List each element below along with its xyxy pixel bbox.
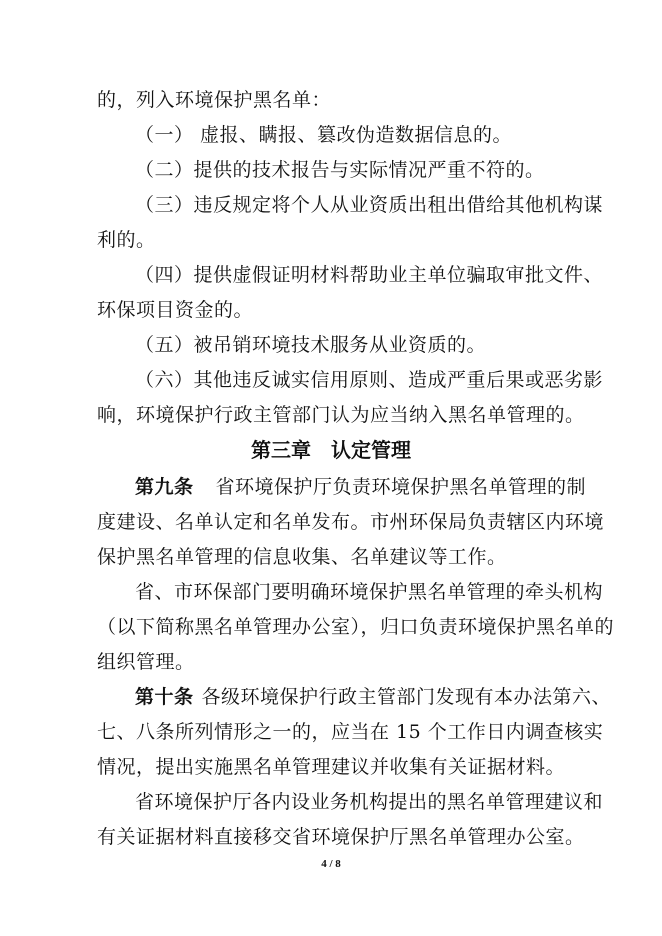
paragraph-2-line-3: 组织管理。 xyxy=(97,651,195,673)
list-item-4-line-1: （四）提供虚假证明材料帮助业主单位骗取审批文件、 xyxy=(135,264,604,286)
paragraph-4-line-2: 有关证据材料直接移交省环境保护厅黑名单管理办公室。 xyxy=(97,826,585,848)
article-10-heading: 第十条 xyxy=(135,686,194,708)
paragraph-2-line-1: 省、市环保部门要明确环境保护黑名单管理的牵头机构 xyxy=(135,581,604,603)
page-number: 4 / 8 xyxy=(321,858,341,870)
article-10-line-3: 情况，提出实施黑名单管理建议并收集有关证据材料。 xyxy=(97,756,566,778)
list-item-3-line-2: 利的。 xyxy=(97,229,156,251)
text-line: 的，列入环境保护黑名单： xyxy=(97,89,332,111)
chapter-title: 第三章 认定管理 xyxy=(251,438,411,462)
article-9-line-1 xyxy=(135,475,587,499)
article-9-heading: 第九条 xyxy=(135,476,194,498)
list-item-4-line-2: 环保项目资金的。 xyxy=(97,299,254,321)
article-9-line-2: 度建设、名单认定和名单发布。市州环保局负责辖区内环境 xyxy=(97,511,605,533)
article-10-line-1 xyxy=(135,685,612,709)
article-9-text: 省环境保护厅负责环境保护黑名单管理的制 xyxy=(215,476,587,498)
paragraph-2-line-2: （以下简称黑名单管理办公室），归口负责环境保护黑名单的 xyxy=(97,616,615,638)
paragraph-4-line-1: 省环境保护厅各内设业务机构提出的黑名单管理建议和 xyxy=(135,791,604,813)
list-item-2: （二）提供的技术报告与实际情况严重不符的。 xyxy=(135,159,545,181)
article-10-line-2: 七、八条所列情形之一的，应当在 15 个工作日内调查核实 xyxy=(97,721,604,743)
list-item-3-line-1: （三）违反规定将个人从业资质出租出借给其他机构谋 xyxy=(135,194,604,216)
article-9-line-3: 保护黑名单管理的信息收集、名单建议等工作。 xyxy=(97,546,507,568)
article-10-text: 各级环境保护行政主管部门发现有本办法第六、 xyxy=(201,686,612,708)
list-item-5: （五）被吊销环境技术服务从业资质的。 xyxy=(135,334,487,356)
list-item-6-line-2: 响，环境保护行政主管部门认为应当纳入黑名单管理的。 xyxy=(97,404,585,426)
list-item-6-line-1: （六）其他违反诚实信用原则、造成严重后果或恶劣影 xyxy=(135,369,604,391)
list-item-1: （一） 虚报、瞒报、篡改伪造数据信息的。 xyxy=(135,124,513,146)
